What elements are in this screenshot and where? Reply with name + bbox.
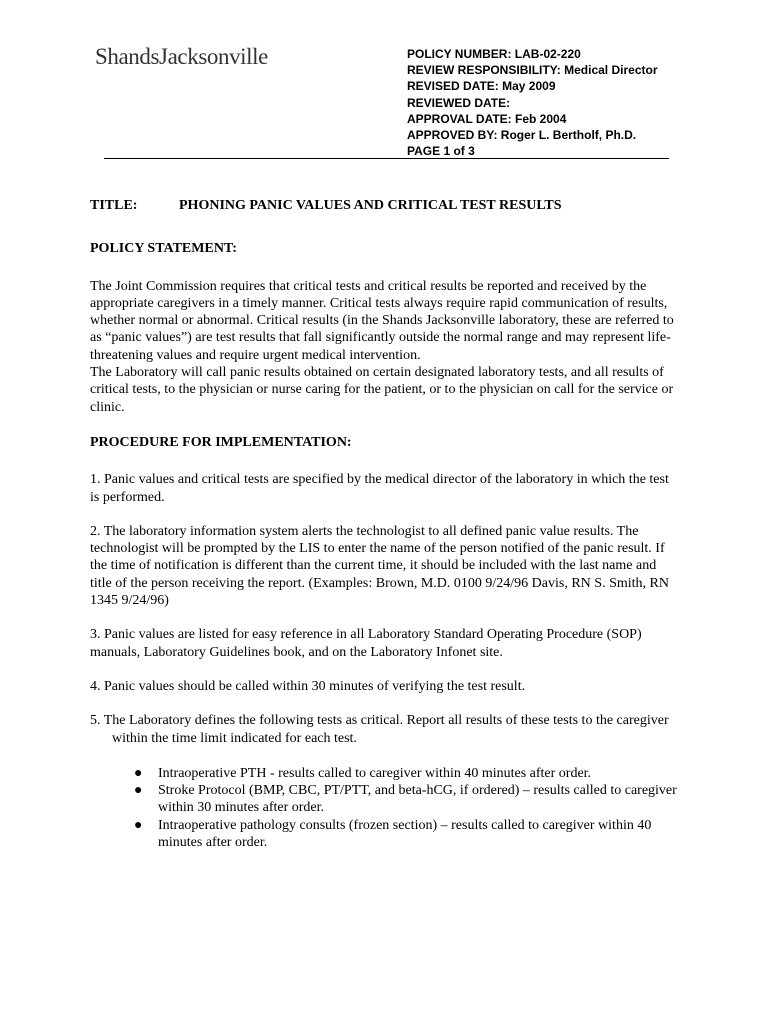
document-body [90, 197, 680, 851]
bullet-icon: ● [134, 765, 143, 781]
policy-paragraph-1: The Joint Commission requires that critical tests and critical results be reported and received by the appropriate caregivers in a timely manner. Critical tests always require rapid communication of results, whether normal or abnormal. Critical results (in the Shands Jacksonville laboratory, these are referred to as “panic values”) are test results that fall significantly outside the normal range and may represent life-threatening values and require urgent medical intervention. [90, 278, 674, 363]
bullet-icon: ● [134, 783, 143, 799]
list-item [90, 817, 680, 852]
procedure-heading: PROCEDURE FOR IMPLEMENTATION: [90, 434, 352, 450]
revised-date: REVISED DATE: May 2009 [407, 79, 556, 94]
list-item-text: Stroke Protocol (BMP, CBC, PT/PTT, and beta-hCG, if ordered) – results called to caregiver within 30 minutes after order. [158, 783, 677, 816]
critical-tests-list [90, 765, 680, 851]
bullet-icon: ● [134, 817, 143, 833]
procedure-item-2: 2. The laboratory information system alerts the technologist to all defined panic value results. The technologist will be prompted by the LIS to enter the name of the person notified of the panic result. If the time of notification is different than the current time, it should be included with the last name and title of the person receiving the report. (Examples: Brown, M.D. 0100 9/24/96 Davis, RN S. Smith, RN 1345 9/24/96) [90, 523, 669, 609]
policy-number: POLICY NUMBER: LAB-02-220 [407, 47, 581, 61]
policy-statement-heading: POLICY STATEMENT: [90, 241, 237, 257]
list-item-text: Intraoperative pathology consults (frozen section) – results called to caregiver within 40 minutes after order. [158, 817, 652, 851]
reviewed-date: REVIEWED DATE: [407, 95, 511, 110]
policy-paragraph-2: The Laboratory will call panic results obtained on certain designated laboratory tests, and all results of critical tests, to the physician or nurse caring for the patient, or to the physician on call for the service or clinic. [90, 365, 674, 415]
policy-metadata [407, 46, 658, 159]
approved-by: APPROVED BY: Roger L. Bertholf, Ph.D. [407, 128, 637, 143]
title-label: TITLE: [90, 198, 138, 213]
list-item [90, 782, 680, 817]
shands-jacksonville-logo: ShandsJacksonville [95, 44, 268, 69]
page-number: PAGE 1 of 3 [407, 144, 475, 159]
header-divider [104, 158, 669, 159]
review-responsibility: REVIEW RESPONSIBILITY: Medical Director [407, 63, 658, 78]
procedure-item-5: 5. The Laboratory defines the following tests as critical. Report all results of these tests to the caregiver within the time limit indicated for each test. [90, 713, 669, 746]
approval-date: APPROVAL DATE: Feb 2004 [407, 111, 567, 126]
procedure-item-3: 3. Panic values are listed for easy reference in all Laboratory Standard Operating Procedure (SOP) manuals, Laboratory Guidelines book, and on the Laboratory Infonet site. [90, 627, 642, 660]
list-item-text: Intraoperative PTH - results called to caregiver within 40 minutes after order. [158, 765, 592, 781]
list-item [90, 765, 680, 782]
document-title [90, 197, 680, 214]
procedure-item-1: 1. Panic values and critical tests are specified by the medical director of the laboratory in which the test is performed. [90, 472, 669, 505]
title-text: PHONING PANIC VALUES AND CRITICAL TEST RESULTS [179, 198, 562, 213]
procedure-item-4: 4. Panic values should be called within 30 minutes of verifying the test result. [90, 678, 526, 694]
